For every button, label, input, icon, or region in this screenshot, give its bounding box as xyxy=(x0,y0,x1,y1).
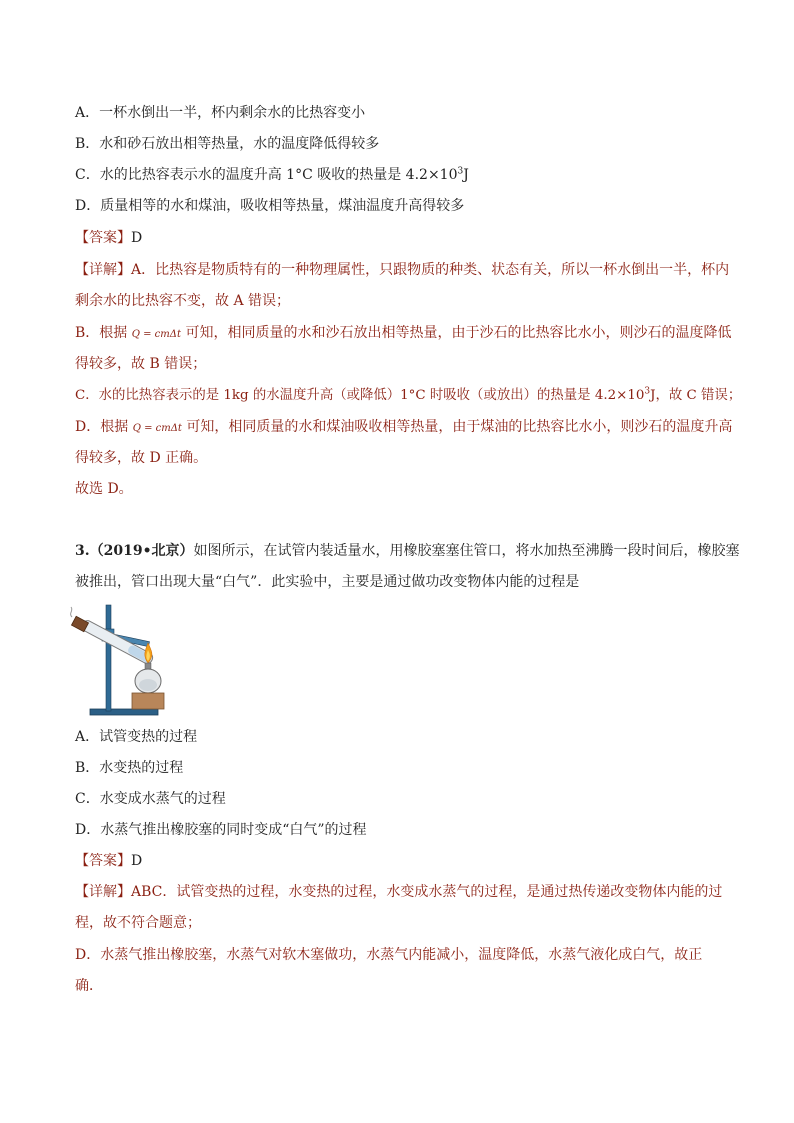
answer-value: D xyxy=(131,230,143,246)
detail-b-text: 可知，相同质量的水和沙石放出相等热量，由于沙石的比热容比水小，则沙石的温度降低 xyxy=(181,325,732,341)
q3-answer xyxy=(75,851,142,871)
q2-option-c-text: C．水的比热容表示水的温度升高 1°C 吸收的热量是 4.2×10 xyxy=(75,167,458,183)
q3-detail-line1 xyxy=(75,882,722,902)
q2-detail-a-line1 xyxy=(75,260,729,280)
q2-answer xyxy=(75,228,142,248)
q3-detail-line3: D．水蒸气推出橡胶塞，水蒸气对软木塞做功，水蒸气内能减小，温度降低，水蒸气液化成白气，故正 xyxy=(75,947,703,963)
formula: Q = cmΔt xyxy=(131,329,182,340)
q3-option-a: A．试管变热的过程 xyxy=(75,729,198,745)
q3-detail-line2: 程，故不符合题意； xyxy=(75,915,201,931)
q3-option-b: B．水变热的过程 xyxy=(75,760,184,776)
q3-stem-line1 xyxy=(75,541,740,561)
detail-c-exponent: 3 xyxy=(644,386,651,397)
answer-label: 【答案】 xyxy=(75,230,131,246)
q2-option-c xyxy=(75,165,469,185)
question-source: （2019•北京） xyxy=(89,543,194,559)
q2-option-c-exponent: 3 xyxy=(457,166,464,177)
q3-detail-line4: 确． xyxy=(75,978,103,994)
q2-detail-d-line2: 得较多，故 D 正确。 xyxy=(75,450,208,466)
detail-b-prefix: B．根据 xyxy=(75,325,132,341)
q3-stem-line2: 被推出，管口出现大量“白气”．此实验中，主要是通过做功改变物体内能的过程是 xyxy=(75,574,580,590)
q2-detail-b-line2: 得较多，故 B 错误； xyxy=(75,356,207,372)
q2-detail-a-line2: 剩余水的比热容不变，故 A 错误； xyxy=(75,293,291,309)
q3-option-c: C．水变成水蒸气的过程 xyxy=(75,791,226,807)
q2-conclusion: 故选 D。 xyxy=(75,481,133,497)
test-tube-apparatus-figure xyxy=(68,603,168,718)
q3-option-d: D．水蒸气推出橡胶塞的同时变成“白气”的过程 xyxy=(75,822,367,838)
question-number: 3. xyxy=(75,543,90,559)
question-stem: 如图所示，在试管内装适量水，用橡胶塞塞住管口，将水加热至沸腾一段时间后，橡胶塞 xyxy=(193,543,740,559)
q2-detail-b-line1 xyxy=(75,323,731,345)
detail-d-prefix: D．根据 xyxy=(75,419,133,435)
answer-label: 【答案】 xyxy=(75,853,131,869)
detail-text: ABC．试管变热的过程，水变热的过程，水变成水蒸气的过程，是通过热传递改变物体内能的过 xyxy=(131,884,723,900)
detail-d-text: 可知，相同质量的水和煤油吸收相等热量，由于煤油的比热容比水小，则沙石的温度升高 xyxy=(181,419,733,435)
q2-option-d: D．质量相等的水和煤油，吸收相等热量，煤油温度升高得较多 xyxy=(75,198,465,214)
q2-detail-c xyxy=(75,386,741,406)
q2-option-a: A．一杯水倒出一半，杯内剩余水的比热容变小 xyxy=(75,105,366,121)
formula: Q = cmΔt xyxy=(132,423,182,434)
q2-option-c-unit: J xyxy=(463,167,469,183)
q2-detail-d-line1 xyxy=(75,417,732,439)
detail-text: A．比热容是物质特有的一种物理属性，只跟物质的种类、状态有关，所以一杯水倒出一半，杯内 xyxy=(131,262,730,278)
detail-label: 【详解】 xyxy=(75,884,131,900)
detail-c-tail: J，故 C 错误； xyxy=(650,388,742,403)
detail-c-text: C．水的比热容表示的是 1kg 的水温度升高（或降低）1°C 时吸收（或放出）的热量是 4.2×10 xyxy=(75,388,645,403)
detail-label: 【详解】 xyxy=(75,262,131,278)
answer-value: D xyxy=(131,853,143,869)
q2-option-b: B．水和砂石放出相等热量，水的温度降低得较多 xyxy=(75,136,380,152)
